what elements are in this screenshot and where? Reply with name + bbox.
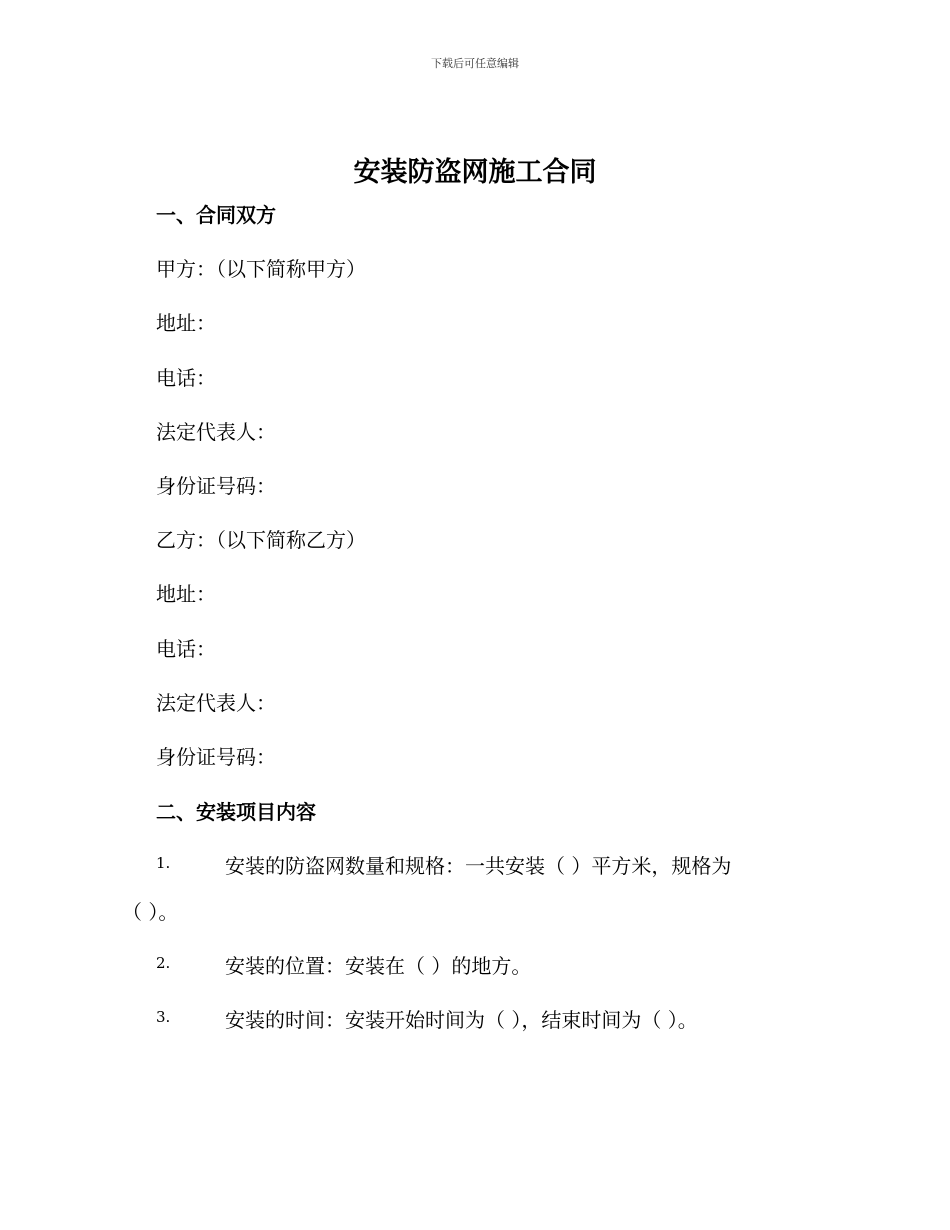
document-title: 安装防盗网施工合同 bbox=[353, 157, 597, 188]
party-b-phone: 电话： bbox=[156, 637, 216, 661]
party-a-line: 甲方：（以下简称甲方） bbox=[156, 257, 366, 281]
list-item-text: 安装的时间：安装开始时间为（ ），结束时间为（ ）。 bbox=[225, 1008, 698, 1032]
party-b-line: 乙方：（以下简称乙方） bbox=[156, 528, 366, 552]
party-b-address: 地址： bbox=[156, 582, 216, 606]
party-b-representative: 法定代表人： bbox=[156, 691, 276, 715]
list-item-text: 安装的位置：安装在（ ）的地方。 bbox=[225, 954, 532, 978]
list-item-number: 1. bbox=[156, 854, 171, 872]
list-item-number: 2. bbox=[156, 954, 171, 972]
list-item-text: 安装的防盗网数量和规格：一共安装（ ）平方米，规格为 bbox=[225, 854, 732, 878]
list-item-continuation: （ ）。 bbox=[122, 900, 179, 924]
party-a-representative: 法定代表人： bbox=[156, 420, 276, 444]
header-note: 下载后可任意编辑 bbox=[431, 57, 519, 70]
party-b-id-number: 身份证号码： bbox=[156, 745, 276, 769]
party-a-phone: 电话： bbox=[156, 366, 216, 390]
list-item-number: 3. bbox=[156, 1008, 171, 1026]
section-heading-parties: 一、合同双方 bbox=[156, 203, 276, 227]
party-a-address: 地址： bbox=[156, 311, 216, 335]
section-heading-installation: 二、安装项目内容 bbox=[156, 800, 316, 824]
party-a-id-number: 身份证号码： bbox=[156, 474, 276, 498]
